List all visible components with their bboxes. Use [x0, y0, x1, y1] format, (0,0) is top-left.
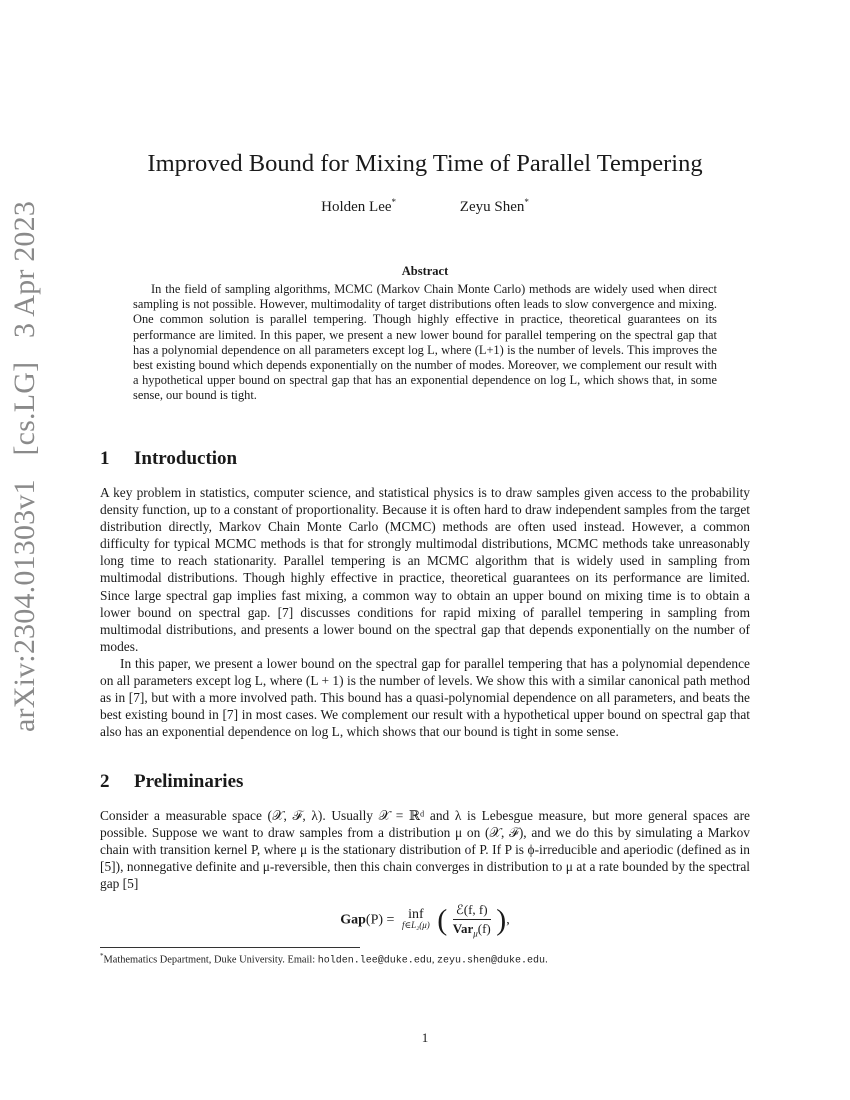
eq-fraction: [453, 902, 491, 939]
eq-gap: Gap: [340, 912, 366, 928]
eq-denominator: Var$_\mu$(f): [452, 921, 491, 939]
section-number: 2: [100, 771, 110, 792]
paragraph: Consider a measurable space (𝒳, ℱ, λ). Usually 𝒳 = ℝᵈ and λ is Lebesgue measure, but more general spaces are possible. Suppose we want to draw samples from a distribution μ on (𝒳, ℱ), and we do this by simulating a Markov chain with transition kernel P, where μ is the stationary distribution of P. If P is ϕ-irreducible and aperiodic (defined as in [5]), nonnegative definite and μ-reversible, then this chain converges in distribution to μ at a rate bounded by the spectral gap [5]: [100, 808, 750, 892]
arxiv-date: 3 Apr 2023: [8, 200, 41, 338]
paper-title: Improved Bound for Mixing Time of Parallel Tempering: [147, 150, 703, 177]
eq-inf-subscript: f∈L₂(μ): [401, 920, 430, 931]
abstract-text: In the field of sampling algorithms, MCMC (Markov Chain Monte Carlo) methods are widely used when direct sampling is not possible. However, multimodality of target distributions often leads to slow convergence and mixing. One common solution is parallel tempering. Though highly effective in practice, theoretical guarantees on its performance are limited. In this paper, we present a new lower bound for parallel tempering on the spectral gap that has a polynomial dependence on all parameters except log L, where (L+1) is the number of levels. This improves the best existing bound which depends exponentially on the number of modes. Moreover, we complement our result with a hypothetical upper bound on spectral gap that has an exponential dependence on log L, which shows that, in some sense, our bound is tight.: [133, 282, 717, 403]
section-title: Preliminaries: [134, 771, 244, 792]
email-link[interactable]: holden.lee@duke.edu: [317, 955, 432, 967]
abstract-heading: Abstract: [401, 264, 449, 278]
section-title: Introduction: [134, 448, 238, 469]
introduction-body: [100, 484, 750, 740]
author: Holden Lee*: [321, 197, 397, 215]
eq-right-paren: ): [496, 903, 507, 937]
spectral-gap-equation: [0, 902, 850, 939]
preliminaries-body: [100, 807, 750, 892]
eq-numerator: ℰ(f, f): [453, 902, 491, 920]
arxiv-category: [cs.LG]: [8, 361, 41, 456]
section-number: 1: [100, 448, 110, 469]
author-list: [0, 197, 850, 216]
email-link[interactable]: zeyu.shen@duke.edu: [437, 955, 546, 967]
arxiv-id: arXiv:2304.01303v1: [8, 479, 41, 732]
abstract-body: [133, 282, 717, 404]
section-heading-preliminaries: [100, 771, 243, 793]
paragraph: In this paper, we present a lower bound on the spectral gap for parallel tempering that has a polynomial dependence on all parameters except log L, where (L + 1) is the number of levels. We show this with a similar canonical path method as in [7], but with a more involved path. This bound has a quasi-polynomial dependence on all parameters, and beats the best existing bound in [7] in most cases. We complement our result with a hypothetical upper bound on spectral gap that also has an exponential dependence on log L, which shows that our bound is tight in some sense.: [100, 655, 750, 740]
eq-inf: inf f∈L₂(μ): [401, 907, 430, 931]
author: Zeyu Shen*: [459, 197, 529, 215]
footnote-rule: [100, 947, 360, 948]
section-heading-introduction: [100, 448, 237, 470]
eq-trailing: ,: [506, 912, 510, 928]
page-number: 1: [421, 1030, 429, 1045]
paragraph: A key problem in statistics, computer science, and statistical physics is to draw samples given access to the probability density function, up to a constant of proportionality. Because it is often hard to draw independent samples from the target distribution directly, Markov Chain Monte Carlo (MCMC) methods are often used instead. However, a common difficulty for typical MCMC methods is that for strongly multimodal distributions, MCMC methods take unreasonably long time to reach stationarity. Parallel tempering is an MCMC algorithm that is widely used in sampling from multimodal distributions. Though highly effective in practice, theoretical guarantees on its performance are limited. Since large spectral gap implies fast mixing, a common way to obtain an upper bound on mixing time is to obtain a lower bound on spectral gap. [7] discusses conditions for rapid mixing of parallel tempering in sampling from multimodal distributions, and presents a lower bound on the spectral gap that depends exponentially on the number of modes.: [100, 485, 750, 654]
eq-left-paren: (: [437, 903, 448, 937]
arxiv-stamp: [5, 200, 45, 740]
footnote: *Mathematics Department, Duke University. Email: holden.lee@duke.edu, zeyu.shen@duke.edu.: [100, 952, 548, 967]
eq-lhs-arg: (P) =: [365, 912, 395, 928]
